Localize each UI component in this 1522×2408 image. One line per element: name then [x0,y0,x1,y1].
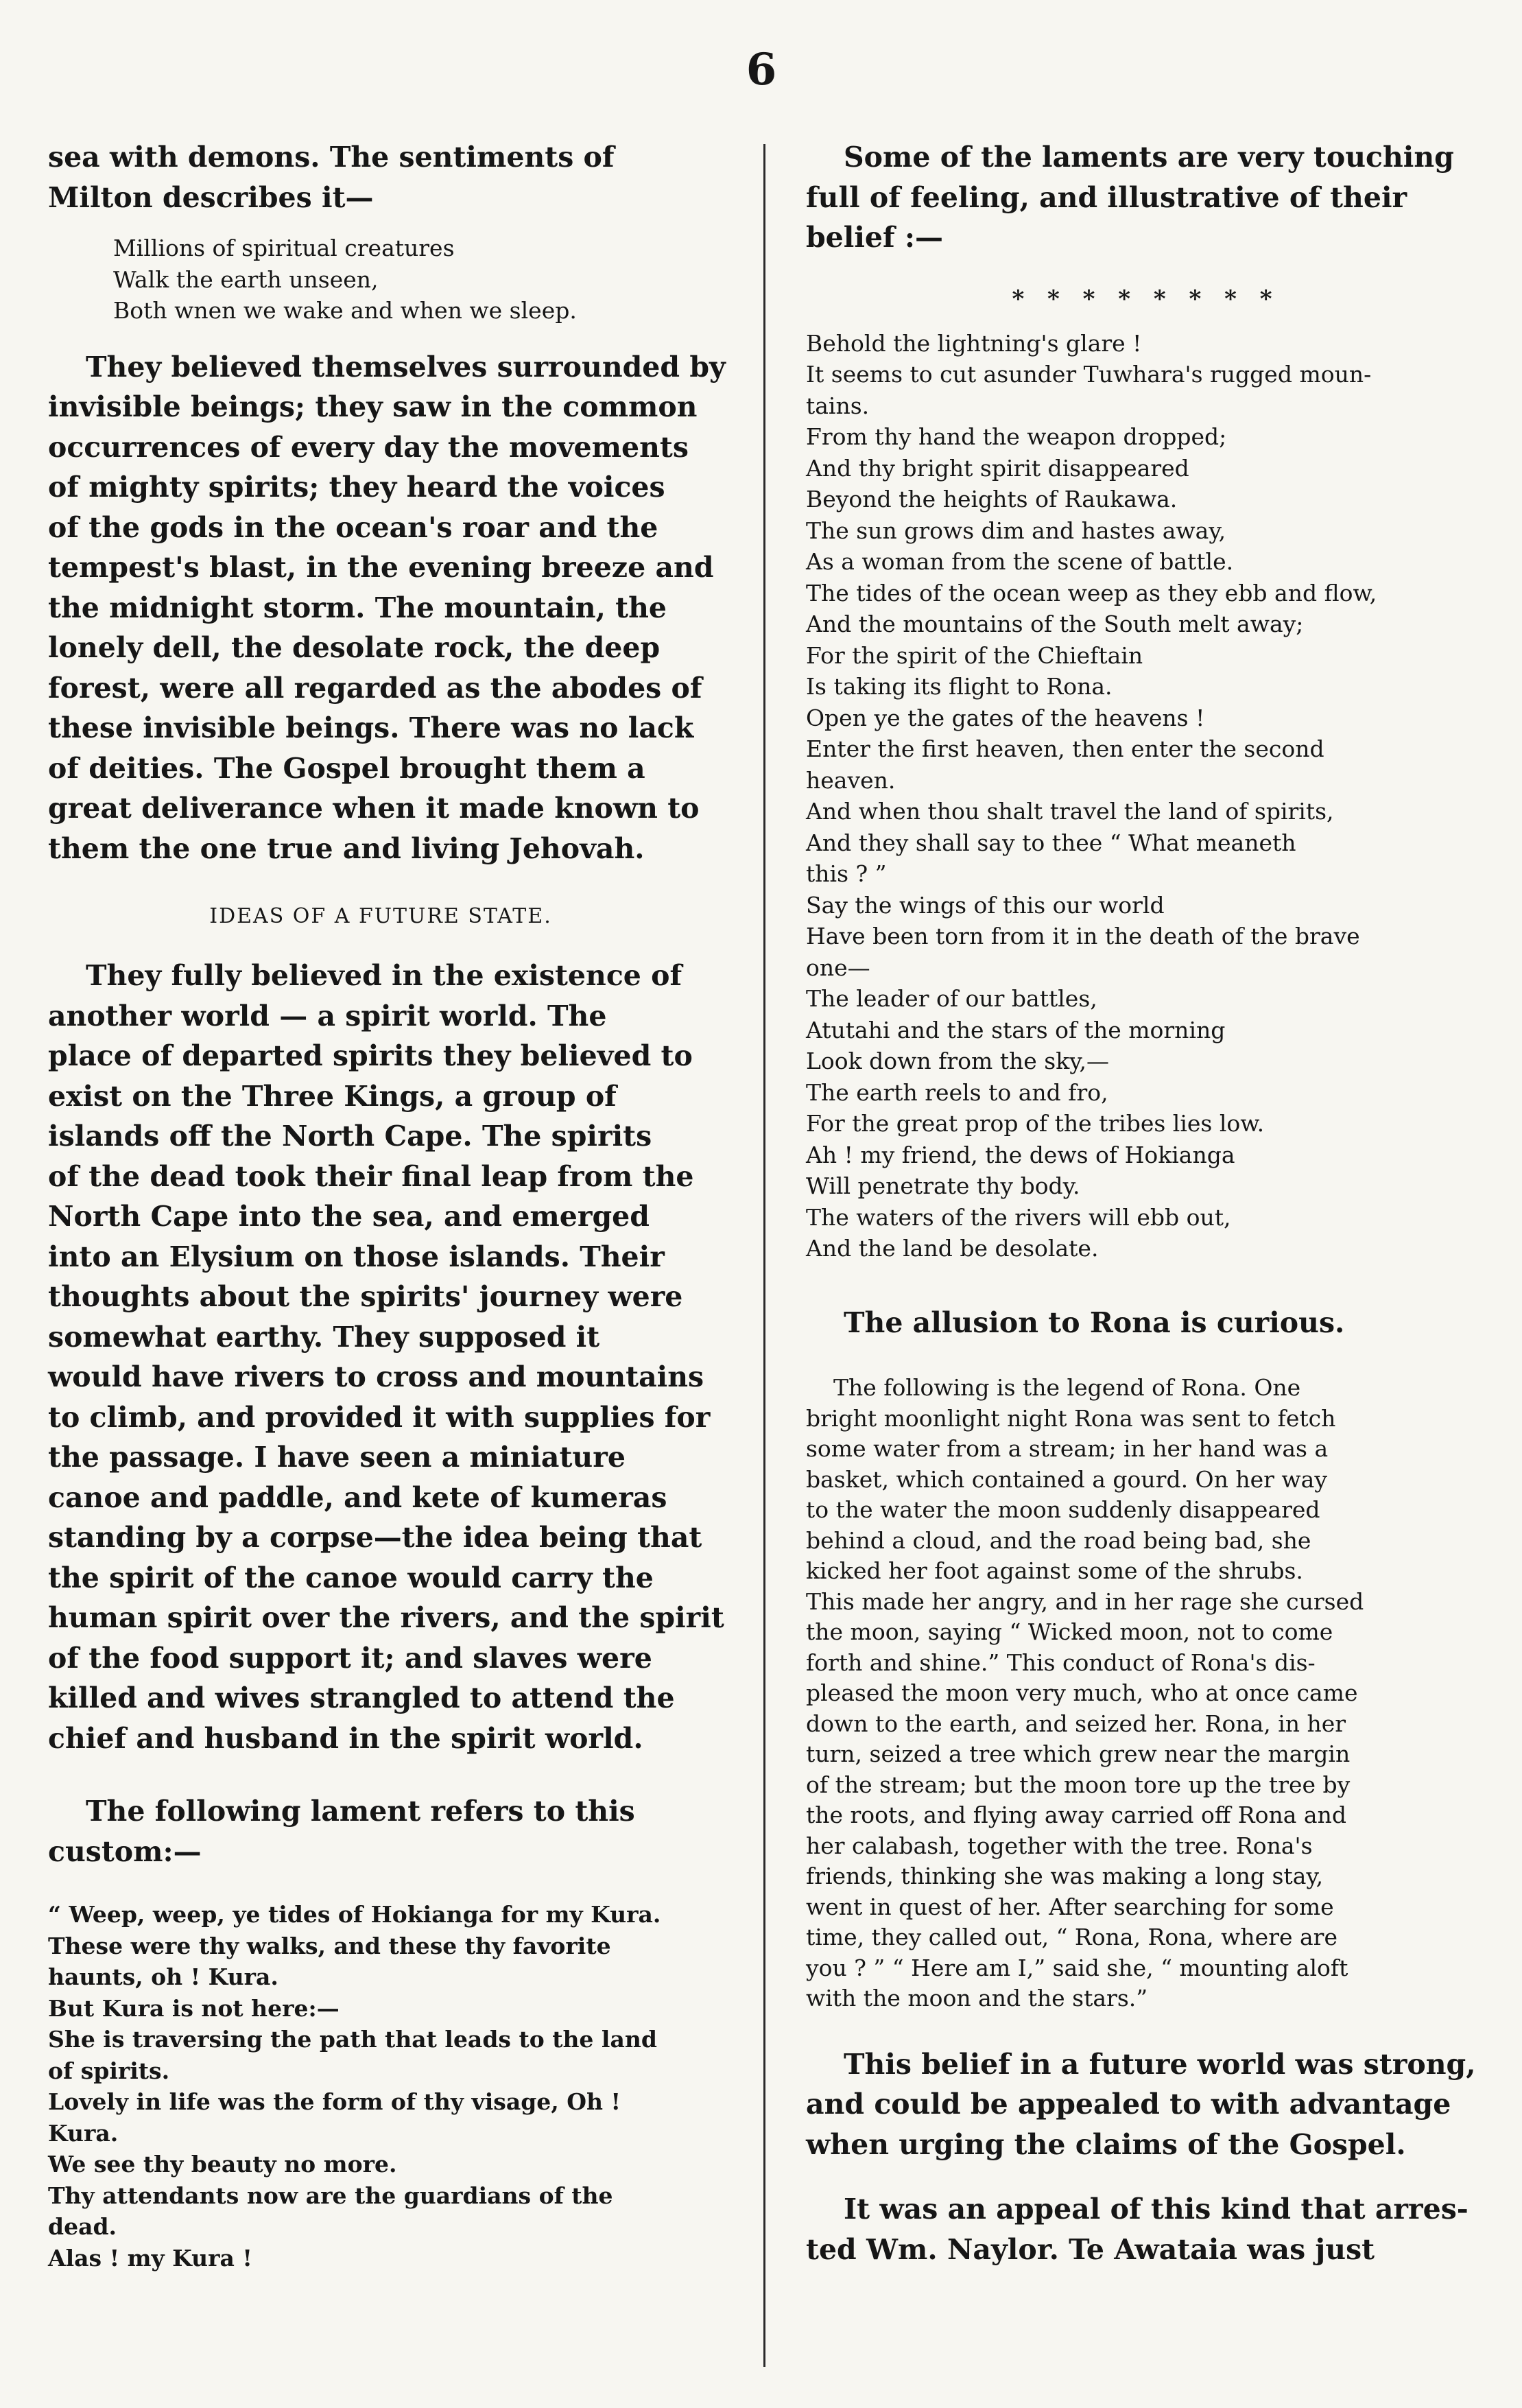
left-paragraph-milton-intro: sea with demons. The sentiments of Milton describes it— [48,141,615,214]
right-paragraph-future-world-belief: This belief in a future world was strong, and could be appealed to with advantage when urging the claims of the Gospel. [806,2047,1476,2161]
right-paragraph-naylor: It was an appeal of this kind that arres- ted Wm. Naylor. Te Awataia was just [806,2193,1469,2266]
page-number: 6 [746,44,777,95]
right-paragraph-laments-intro: Some of the laments are very touching full of feeling, and illustrative of their belief :— [806,141,1454,254]
column-divider [763,144,765,2367]
right-column [806,137,1478,2269]
lament-for-kura: “ Weep, weep, ye tides of Hokianga for my Kura. These were thy walks, and these thy favorite haunts, oh ! Kura. But Kura is not here:— She is traversing the path that leads to the land of spirits. Lovely in life was the form of thy visage, Oh ! Kura. We see thy beauty no more. Thy attendants now are the guardians of the dead. Alas ! my Kura ! [48,1901,661,2271]
right-paragraph-rona-allusion: The allusion to Rona is curious. [844,1306,1345,1339]
left-paragraph-invisible-beings: They believed themselves surrounded by invisible beings; they saw in the common occurrences of every day the movements of mighty spirits; they heard the voices of the gods in the ocean's roar and the tempest's blast, in the evening breeze and the midnight storm. The mountain, the lonely dell, the desolate rock, the deep forest, were all regarded as the abodes of these invisible beings. There was no lack of deities. The Gospel brought them a great deliverance when it made known to them the one true and living Jehovah. [48,350,726,865]
ornamental-asterisks: * * * * * * * * [1012,285,1272,313]
left-paragraph-spirit-world: They fully believed in the existence of another world — a spirit world. The place of departed spirits they believed to exist on the Three Kings, a group of islands off the North Cape. The spirits of the dead took their final leap from the North Cape into the sea, and emerged into an Elysium on those islands. Their thoughts about the spirits' journey were somewhat earthy. They supposed it would have rivers to cross and mountains to climb, and provided it with supplies for the passage. I have seen a miniature canoe and paddle, and kete of kumeras standing by a corpse—the idea being that the spirit of the canoe would carry the human spirit over the rivers, and the spirit of the food support it; and slaves were killed and wives strangled to attend the chief and husband in the spirit world. [48,959,724,1755]
left-column [48,137,734,2274]
lament-for-chieftain: Behold the lightning's glare ! It seems to cut asunder Tuwhara's rugged moun- tains. From thy hand the weapon dropped; And thy bright spirit disappeared Beyond the heights of Raukawa. The sun grows dim and hastes away, As a woman from the scene of battle. The tides of the ocean weep as they ebb and flow, And the mountains of the South melt away; For the spirit of the Chieftain Is taking its flight to Rona. Open ye the gates of the heavens ! Enter the first heaven, then enter the second heaven. And when thou shalt travel the land of spirits, And they shall say to thee “ What meaneth this ? ” Say the wings of this our world Have been torn from it in the death of the brave one— The leader of our battles, Atutahi and the stars of the morning Look down from the sky,— The earth reels to and fro, For the great prop of the tribes lies low. Ah ! my friend, the dews of Hokianga Will penetrate thy body. The waters of the rivers will ebb out, And the land be desolate. [806,329,1377,1262]
milton-quote: Millions of spiritual creatures Walk the earth unseen, Both wnen we wake and when we sleep. [113,235,577,324]
section-heading-future-state: IDEAS OF A FUTURE STATE. [209,904,552,928]
legend-of-rona: The following is the legend of Rona. One bright moonlight night Rona was sent to fetch some water from a stream; in her hand was a basket, which contained a gourd. On her way to the water the moon suddenly disappeared behind a cloud, and the road being bad, she kicked her foot against some of the shrubs. This made her angry, and in her rage she cursed the moon, saying “ Wicked moon, not to come forth and shine.” This conduct of Rona's dis- pleased the moon very much, who at once came down to the earth, and seized her. Rona, in her turn, seized a tree which grew near the margin of the stream; but the moon tore up the tree by the roots, and flying away carried off Rona and her calabash, together with the tree. Rona's friends, thinking she was making a long stay, went in quest of her. After searching for some time, they called out, “ Rona, Rona, where are you ? ” “ Here am I,” said she, “ mounting aloft with the moon and the stars.” [806,1374,1364,2011]
left-paragraph-lament-intro: The following lament refers to this custom:— [48,1795,635,1868]
